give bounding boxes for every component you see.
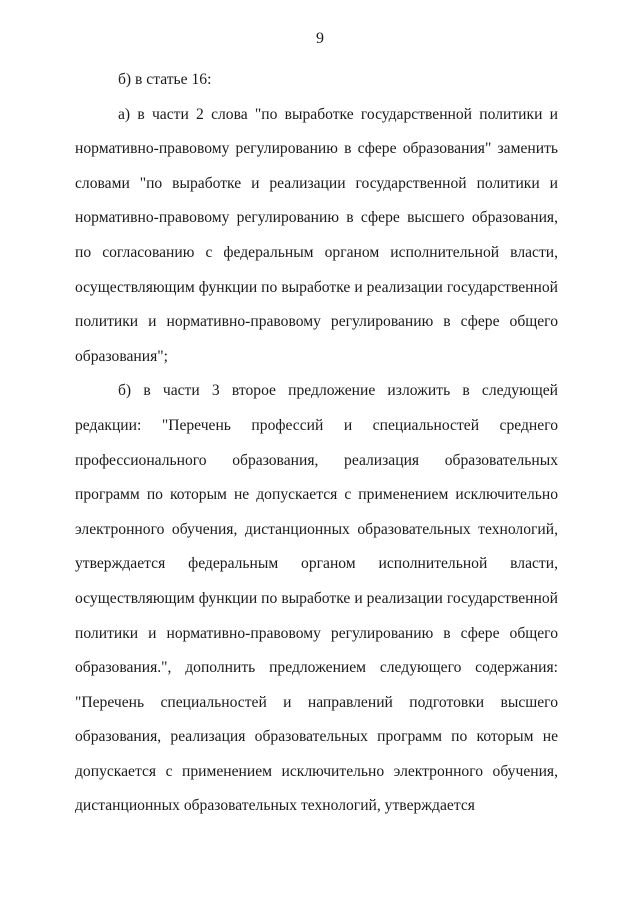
document-body (75, 63, 558, 824)
page-number: 9 (316, 30, 324, 47)
paragraph-a: а) в части 2 слова "по выработке государственной политики и нормативно-правовому регулированию в сфере образования" заменить словами "по выработке и реализации государственной политики и нормативно-правовому регулированию в сфере высшего образования, по согласованию с федеральным органом исполнительной власти, осуществляющим функции по выработке и реализации государственной политики и нормативно-правовому регулированию в сфере общего образования"; (75, 105, 558, 365)
paragraph-b: б) в части 3 второе предложение изложить в следующей редакции: "Перечень профессий и специальностей среднего профессионального образования, реализация образовательных программ по которым не допускается с применением исключительно электронного обучения, дистанционных образовательных технологий, утверждается федеральным органом исполнительной власти, осуществляющим функции по выработке и реализации государственной политики и нормативно-правовому регулированию в сфере общего образования.", дополнить предложением следующего содержания: "Перечень специальностей и направлений подготовки высшего образования, реализация образовательных программ по которым не допускается с применением исключительно электронного обучения, дистанционных образовательных технологий, утверждается (75, 382, 558, 815)
subsection-heading: б) в статье 16: (118, 71, 212, 88)
